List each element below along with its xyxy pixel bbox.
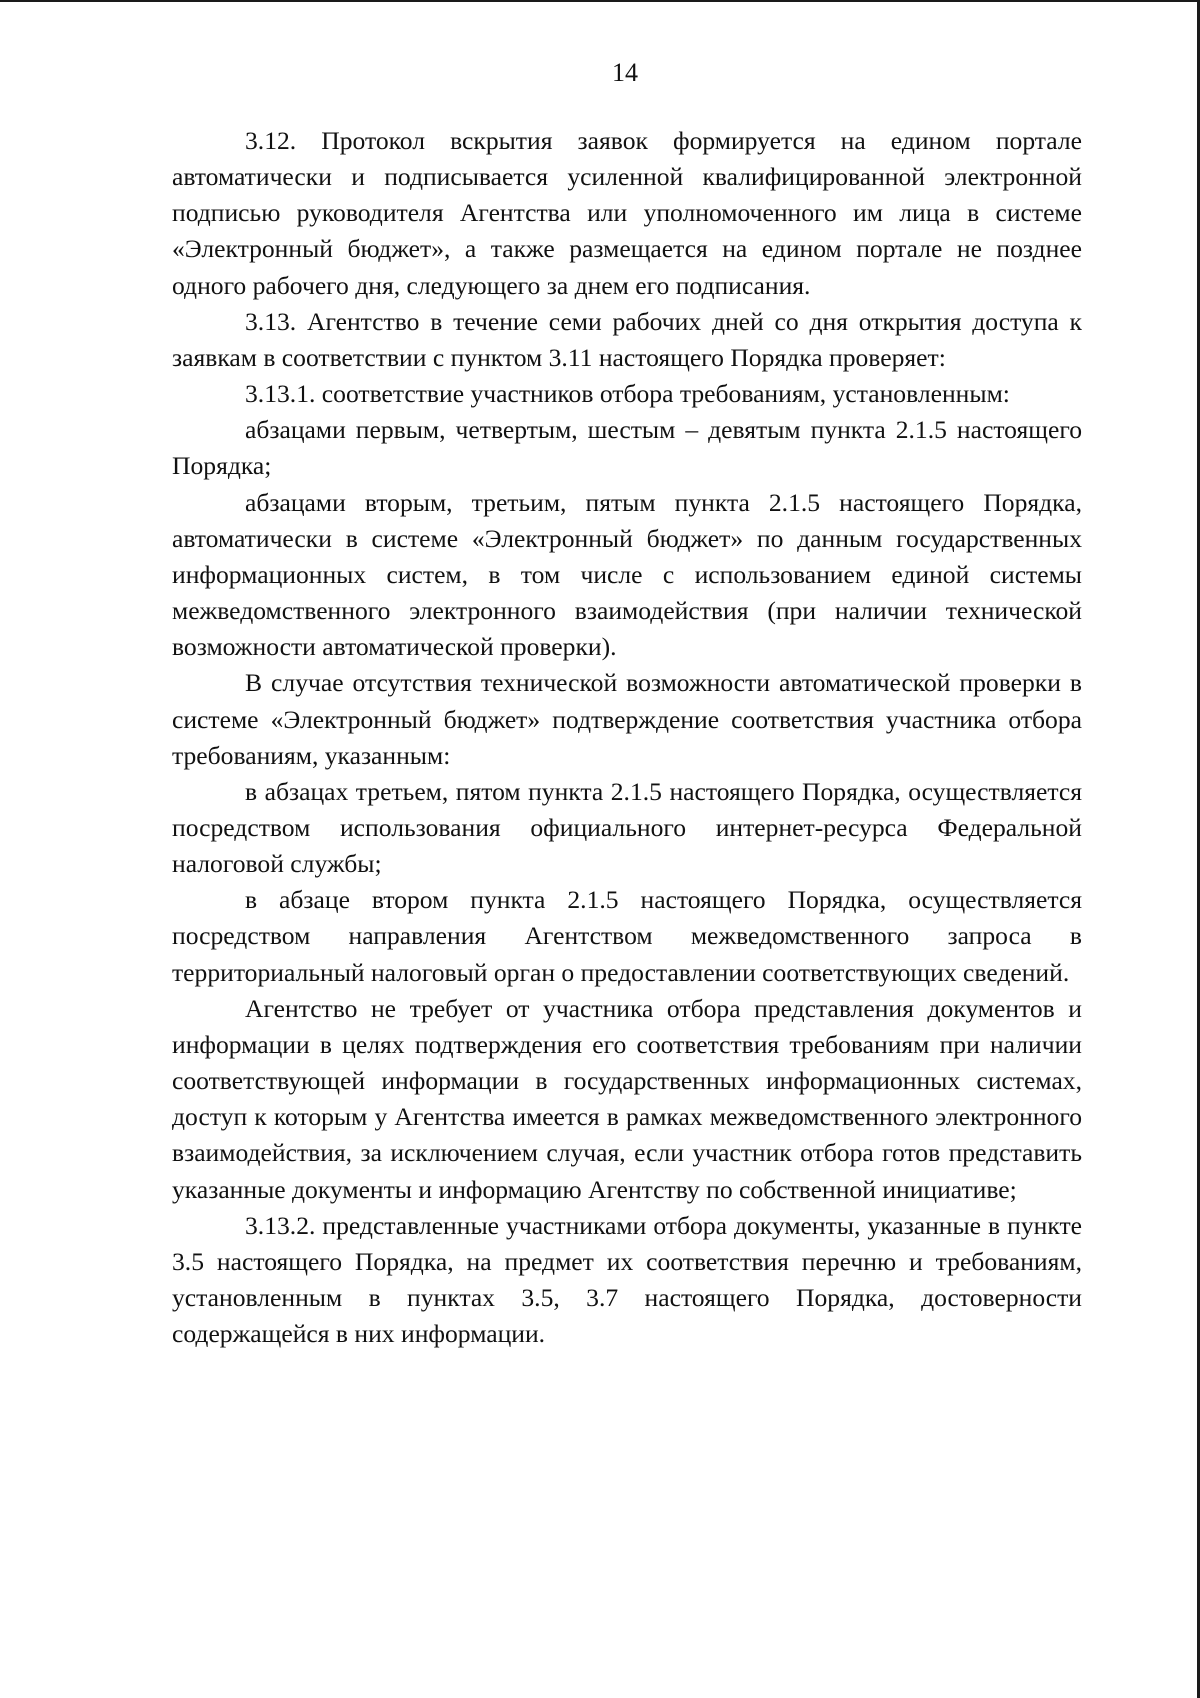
paragraph-3-13: 3.13. Агентство в течение семи рабочих дней со дня открытия доступа к заявкам в соответствии с пунктом 3.11 настоящего Порядка проверяет: xyxy=(172,306,1082,372)
paragraph-3-13-1: 3.13.1. соответствие участников отбора требованиям, установленным: xyxy=(245,379,1010,409)
page-number: 14 xyxy=(612,58,638,87)
paragraph-3-13-2: 3.13.2. представленные участниками отбора документы, указанные в пункте 3.5 настоящего Порядка, на предмет их соответствия перечню и требованиям, установленным в пунктах 3.5, 3.7 настоящего Порядка, достоверности содержащейся в них информации. xyxy=(172,1210,1082,1349)
paragraph-tax-service-resource: в абзацах третьем, пятом пункта 2.1.5 настоящего Порядка, осуществляется посредством использования официального интернет-ресурса Федеральной налоговой службы; xyxy=(172,776,1082,879)
document-body xyxy=(172,123,1082,1352)
paragraph-interagency-request: в абзаце втором пункта 2.1.5 настоящего Порядка, осуществляется посредством направления Агентством межведомственного запроса в территориальный налоговый орган о предоставлении соответствующих сведений. xyxy=(172,885,1082,987)
paragraph-3-12: 3.12. Протокол вскрытия заявок формируется на едином портале автоматически и подписывается усиленной квалифицированной электронной подписью руководителя Агентства или уполномоченного им лица в системе «Электронный бюджет», а также размещается на едином портале не позднее одного рабочего дня, следующего за днем его подписания. xyxy=(172,126,1082,300)
paragraph-requirements-first: абзацами первым, четвертым, шестым – девятым пункта 2.1.5 настоящего Порядка; xyxy=(172,415,1082,481)
paragraph-no-technical-possibility: В случае отсутствия технической возможности автоматической проверки в системе «Электронный бюджет» подтверждение соответствия участника отбора требованиям, указанным: xyxy=(172,668,1082,770)
paragraph-requirements-automatic: абзацами вторым, третьим, пятым пункта 2.1.5 настоящего Порядка, автоматически в системе «Электронный бюджет» по данным государственных информационных систем, в том числе с использованием единой системы межведомственного электронного взаимодействия (при наличии технической возможности автоматической проверки). xyxy=(172,487,1082,662)
paragraph-no-documents-required: Агентство не требует от участника отбора представления документов и информации в целях подтверждения его соответствия требованиям при наличии соответствующей информации в государственных информационных системах, доступ к которым у Агентства имеется в рамках межведомственного электронного взаимодействия, за исключением случая, если участник отбора готов представить указанные документы и информацию Агентству по собственной инициативе; xyxy=(172,993,1082,1204)
